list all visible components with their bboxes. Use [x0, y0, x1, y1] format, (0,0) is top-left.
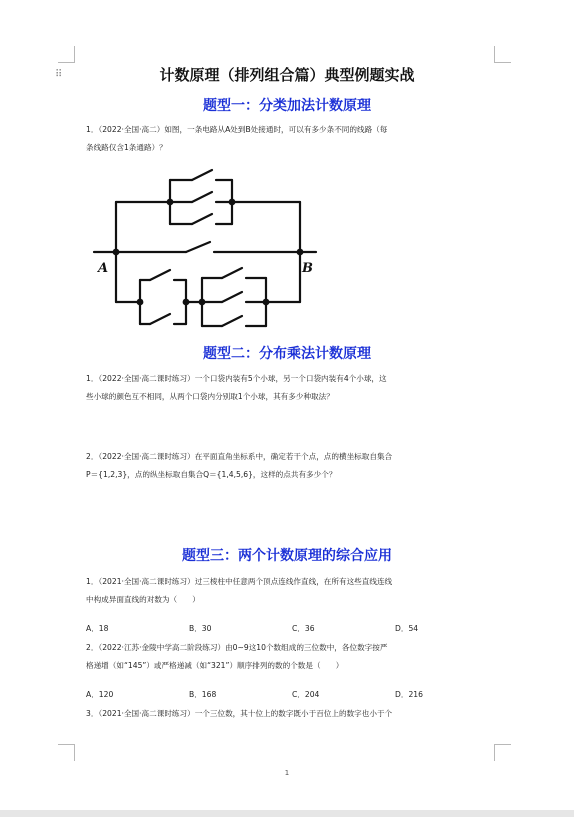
- question-line: 1．（2021·全国·高二课时练习）过三棱柱中任意两个顶点连线作直线，在所有这些直线连线: [86, 577, 393, 586]
- margin-corner-mark: [494, 46, 511, 63]
- question-1-1: [86, 121, 496, 157]
- question-line: P＝{1,2,3}，点的纵坐标取自集合Q＝{1,4,5,6}，这样的点共有多少个？: [86, 470, 337, 479]
- circuit-switch: [150, 314, 170, 324]
- question-line: 1．（2022·全国·高二课时练习）一个口袋内装有5个小球，另一个口袋内装有4个小球，这: [86, 374, 387, 383]
- document-title: 计数原理（排列组合篇）典型例题实战: [159, 66, 415, 84]
- circuit-switch: [222, 316, 242, 326]
- circuit-switch: [192, 170, 212, 180]
- circuit-node: [263, 299, 270, 306]
- circuit-switch: [222, 292, 242, 302]
- question-line: 2．（2022·全国·高二课时练习）在平面直角坐标系中，确定若干个点，点的横坐标取自集合: [86, 452, 393, 461]
- question-line: 些小球的颜色互不相同，从两个口袋内分别取1个小球，其有多少种取法？: [86, 392, 334, 401]
- circuit-diagram: [90, 166, 320, 332]
- question-line: 3．（2021·全国·高二课时练习）一个三位数，其十位上的数字既小于百位上的数字也小于个: [86, 709, 393, 718]
- section-heading-3: 题型三：两个计数原理的综合应用: [182, 548, 392, 564]
- circuit-label-b: B: [302, 261, 313, 276]
- page-number: 1: [284, 769, 290, 777]
- circuit-switch: [186, 242, 210, 252]
- question-line: 中构成异面直线的对数为（ ）: [86, 595, 200, 604]
- option-b: B．30: [189, 624, 212, 633]
- option-d: D．54: [395, 624, 419, 633]
- question-line: 格递增（如“145”）或严格递减（如“321”）顺序排列的数的个数是（ ）: [86, 661, 344, 670]
- question-3-2: [86, 639, 496, 675]
- section-heading-1: 题型一：分类加法计数原理: [203, 98, 371, 114]
- question-line: 2．（2022·江苏·金陵中学高二阶段练习）由0~9这10个数组成的三位数中，各位数字按严: [86, 643, 388, 652]
- option-a: A．120: [86, 690, 114, 699]
- circuit-node: [183, 299, 190, 306]
- circuit-switch: [192, 214, 212, 224]
- circuit-label-a: A: [98, 261, 109, 276]
- question-3-1: [86, 573, 496, 609]
- option-a: A．18: [86, 624, 109, 633]
- option-c: C．204: [292, 690, 320, 699]
- option-c: C．36: [292, 624, 315, 633]
- circuit-node: [297, 249, 304, 256]
- question-line: 条线路仅含1条通路）？: [86, 143, 167, 152]
- option-d: D．216: [395, 690, 423, 699]
- circuit-node: [229, 199, 236, 206]
- circuit-node: [199, 299, 206, 306]
- question-2-1: [86, 370, 496, 406]
- circuit-switch: [150, 270, 170, 280]
- question-line: 1．（2022·全国·高二）如图，一条电路从A处到B处接通时，可以有多少条不同的线路（每: [86, 125, 388, 134]
- circuit-switch: [192, 192, 212, 202]
- circuit-node: [113, 249, 120, 256]
- drag-handle-icon[interactable]: ⠿: [55, 69, 64, 80]
- margin-corner-mark: [58, 46, 75, 63]
- section-heading-2: 题型二：分布乘法计数原理: [203, 346, 371, 362]
- circuit-node: [137, 299, 144, 306]
- margin-corner-mark: [58, 744, 75, 761]
- circuit-switch: [222, 268, 242, 278]
- question-2-2: [86, 448, 496, 484]
- option-b: B．168: [189, 690, 217, 699]
- margin-corner-mark: [494, 744, 511, 761]
- question-3-3: [86, 705, 496, 723]
- circuit-node: [167, 199, 174, 206]
